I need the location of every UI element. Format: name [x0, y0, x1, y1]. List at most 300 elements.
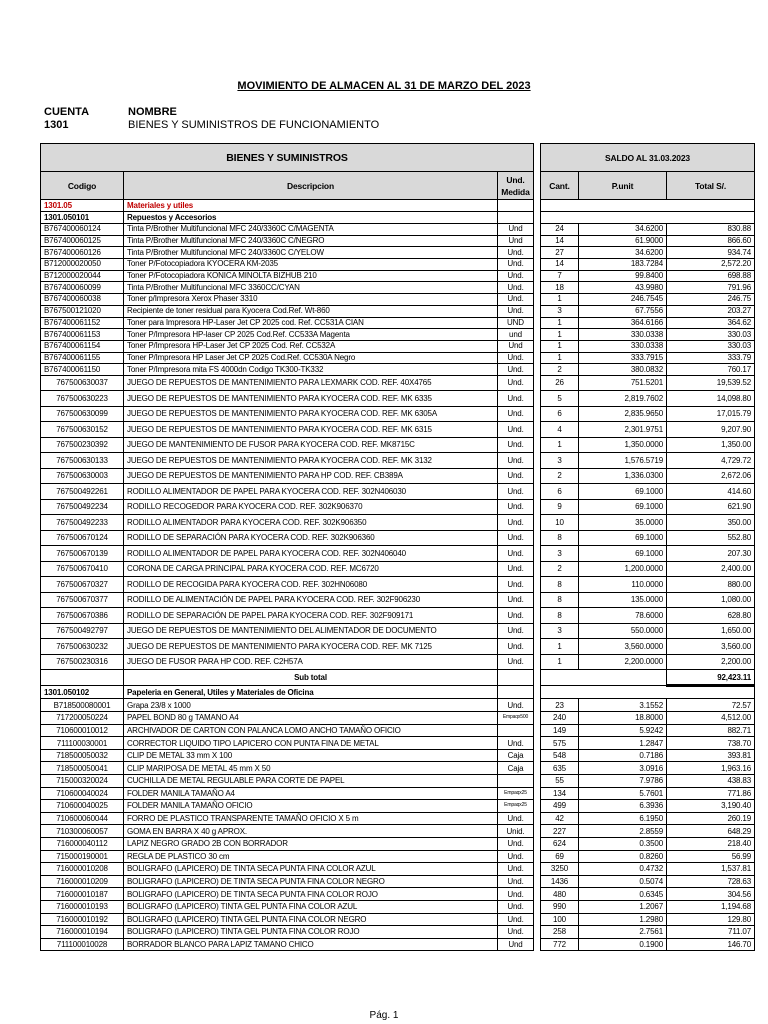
item-total: 1,650.00	[667, 623, 755, 639]
item-description: JUEGO DE MANTENIMIENTO DE FUSOR PARA KYOCERA COD. REF. MK8715C	[124, 437, 498, 453]
item-total: 866.60	[667, 235, 755, 247]
item-total: 628.80	[667, 608, 755, 624]
col-cant: Cant.	[541, 172, 579, 200]
item-unit-price: 2,835.9650	[579, 406, 667, 422]
item-quantity: 8	[541, 592, 579, 608]
item-total: 711.07	[667, 926, 755, 939]
item-quantity: 480	[541, 888, 579, 901]
item-total: 738.70	[667, 737, 755, 750]
item-description: BOLIGRAFO (LAPICERO) TINTA GEL PUNTA FINA COLOR NEGRO	[124, 913, 498, 926]
item-description: REGLA DE PLASTICO 30 cm	[124, 850, 498, 863]
item-code: 716000010194	[41, 926, 124, 939]
item-unit: Und.	[498, 282, 534, 294]
item-unit: Und.	[498, 737, 534, 750]
table-row	[41, 364, 755, 376]
item-unit: Und	[498, 224, 534, 236]
item-description: CORRECTOR LIQUIDO TIPO LAPICERO CON PUNTA FINA DE METAL	[124, 737, 498, 750]
item-unit: Und.	[498, 259, 534, 271]
item-code: 710600010012	[41, 724, 124, 737]
table-row	[41, 577, 755, 593]
item-total: 648.29	[667, 825, 755, 838]
item-unit-price: 2,301.9751	[579, 422, 667, 438]
item-quantity: 8	[541, 577, 579, 593]
table-row	[41, 775, 755, 788]
item-unit: Und.	[498, 468, 534, 484]
item-total: 364.62	[667, 317, 755, 329]
item-unit: Und.	[498, 863, 534, 876]
item-description: RODILLO DE SEPARACIÓN PARA KYOCERA COD. REF. 302K906360	[124, 530, 498, 546]
item-unit: Und.	[498, 623, 534, 639]
item-unit: Und.	[498, 499, 534, 515]
item-unit-price: 330.0338	[579, 340, 667, 352]
item-unit-price: 246.7545	[579, 294, 667, 306]
item-code: 716000040112	[41, 837, 124, 850]
item-quantity: 258	[541, 926, 579, 939]
item-quantity: 69	[541, 850, 579, 863]
item-total: 2,400.00	[667, 561, 755, 577]
item-quantity: 26	[541, 375, 579, 391]
item-unit: Und	[498, 340, 534, 352]
item-quantity: 23	[541, 699, 579, 712]
item-unit: Und.	[498, 888, 534, 901]
item-unit-price: 0.8260	[579, 850, 667, 863]
item-total: 414.60	[667, 484, 755, 500]
item-unit-price: 0.1900	[579, 938, 667, 951]
item-description: JUEGO DE REPUESTOS DE MANTENIMIENTO PARA KYOCERA COD. REF. MK 3132	[124, 453, 498, 469]
item-total: 393.81	[667, 749, 755, 762]
item-total: 1,350.00	[667, 437, 755, 453]
table-row	[41, 926, 755, 939]
item-code: 767500492234	[41, 499, 124, 515]
item-description: RODILLO ALIMENTADOR DE PAPEL PARA KYOCERA COD. REF. 302N406030	[124, 484, 498, 500]
item-total: 2,572.20	[667, 259, 755, 271]
item-quantity: 635	[541, 762, 579, 775]
item-unit-price: 6.3936	[579, 800, 667, 813]
item-quantity: 27	[541, 247, 579, 259]
item-code: B767400060125	[41, 235, 124, 247]
item-quantity: 499	[541, 800, 579, 813]
table-row	[41, 340, 755, 352]
item-unit: Caja	[498, 762, 534, 775]
item-total: 17,015.79	[667, 406, 755, 422]
item-code: 716000010193	[41, 900, 124, 913]
subtotal-row	[41, 670, 755, 686]
item-total: 621.90	[667, 499, 755, 515]
document-title: MOVIMIENTO DE ALMACEN AL 31 DE MARZO DEL 2023	[237, 80, 531, 92]
item-unit: Und.	[498, 530, 534, 546]
item-code: B767400060124	[41, 224, 124, 236]
table-row	[41, 329, 755, 341]
item-unit: Und	[498, 938, 534, 951]
section-name: Papeleria en General, Utiles y Materiales de Oficina	[124, 686, 498, 699]
item-unit: Und.	[498, 437, 534, 453]
item-unit: Und.	[498, 270, 534, 282]
table-row	[41, 515, 755, 531]
item-unit-price: 1,336.0300	[579, 468, 667, 484]
item-total: 72.57	[667, 699, 755, 712]
item-description: CLIP MARIPOSA DE METAL 45 mm X 50	[124, 762, 498, 775]
item-code: 767500630133	[41, 453, 124, 469]
section-row	[41, 212, 755, 224]
item-unit: Empaqx25	[498, 787, 534, 800]
item-description: CORONA DE CARGA PRINCIPAL PARA KYOCERA COD. REF. MC6720	[124, 561, 498, 577]
item-code: B767400061150	[41, 364, 124, 376]
item-unit: Und.	[498, 639, 534, 655]
item-total: 350.00	[667, 515, 755, 531]
item-description: RODILLO ALIMENTADOR DE PAPEL PARA KYOCERA COD. REF. 302N406040	[124, 546, 498, 562]
item-code: B767400061152	[41, 317, 124, 329]
inventory-table	[40, 143, 755, 951]
item-description: Recipiente de toner residual para Kyocera Cod.Ref. Wt-860	[124, 305, 498, 317]
item-total: 330.03	[667, 329, 755, 341]
item-code: B767400060038	[41, 294, 124, 306]
item-unit: Und.	[498, 305, 534, 317]
item-code: 710600040025	[41, 800, 124, 813]
item-description: FOLDER MANILA TAMAÑO A4	[124, 787, 498, 800]
item-code: 767500630152	[41, 422, 124, 438]
item-quantity: 3	[541, 623, 579, 639]
table-row	[41, 654, 755, 670]
item-unit-price: 2,200.0000	[579, 654, 667, 670]
table-row	[41, 406, 755, 422]
subtotal-value: 92,423.11	[667, 670, 755, 686]
item-code: 715000320024	[41, 775, 124, 788]
item-description: Toner p/Impresora Xerox Phaser 3310	[124, 294, 498, 306]
item-total: 934.74	[667, 247, 755, 259]
item-description: Toner P/Fotocopiadora KONICA MINOLTA BIZHUB 210	[124, 270, 498, 282]
item-total: 207.30	[667, 546, 755, 562]
item-unit-price: 78.6000	[579, 608, 667, 624]
item-code: 767500492233	[41, 515, 124, 531]
item-quantity: 990	[541, 900, 579, 913]
item-unit: Empaqx25	[498, 800, 534, 813]
page-number: Pág. 1	[369, 1010, 399, 1021]
cuenta-label: CUENTA	[44, 106, 90, 118]
item-total: 1,080.00	[667, 592, 755, 608]
item-quantity: 1	[541, 654, 579, 670]
item-unit: Und.	[498, 561, 534, 577]
item-description: Tinta P/Brother Multifuncional MFC 240/3360C C/NEGRO	[124, 235, 498, 247]
item-quantity: 1	[541, 340, 579, 352]
item-quantity: 6	[541, 406, 579, 422]
item-description: BOLIGRAFO (LAPICERO) TINTA GEL PUNTA FINA COLOR ROJO	[124, 926, 498, 939]
item-unit-price: 1,350.0000	[579, 437, 667, 453]
item-code: B767400061155	[41, 352, 124, 364]
item-quantity: 1436	[541, 875, 579, 888]
table-row	[41, 938, 755, 951]
item-unit: Und.	[498, 546, 534, 562]
item-description: JUEGO DE REPUESTOS DE MANTENIMIENTO PARA KYOCERA COD. REF. MK 6315	[124, 422, 498, 438]
item-unit	[498, 724, 534, 737]
item-quantity: 575	[541, 737, 579, 750]
item-total: 129.80	[667, 913, 755, 926]
item-total: 698.88	[667, 270, 755, 282]
item-unit-price: 1,576.5719	[579, 453, 667, 469]
item-code: 767500630003	[41, 468, 124, 484]
item-quantity: 1	[541, 437, 579, 453]
item-description: JUEGO DE REPUESTOS DE MANTENIMIENTO PARA KYOCERA COD. REF. MK 6305A	[124, 406, 498, 422]
item-code: B718500080001	[41, 699, 124, 712]
item-quantity: 3	[541, 453, 579, 469]
cuenta-value: 1301	[44, 119, 69, 131]
table-row	[41, 888, 755, 901]
table-row	[41, 224, 755, 236]
item-quantity: 548	[541, 749, 579, 762]
item-code: B767400061154	[41, 340, 124, 352]
item-unit: Unid.	[498, 825, 534, 838]
item-quantity: 772	[541, 938, 579, 951]
item-total: 771.86	[667, 787, 755, 800]
item-code: 767500630232	[41, 639, 124, 655]
item-code: 711100010028	[41, 938, 124, 951]
item-unit: Und.	[498, 364, 534, 376]
item-code: 767500670410	[41, 561, 124, 577]
item-unit-price: 69.1000	[579, 546, 667, 562]
item-total: 552.80	[667, 530, 755, 546]
item-description: Tinta P/Brother Multifuncional MFC 240/3360C C/MAGENTA	[124, 224, 498, 236]
table-row	[41, 737, 755, 750]
item-unit-price: 330.0338	[579, 329, 667, 341]
item-unit: Caja	[498, 749, 534, 762]
item-quantity: 240	[541, 712, 579, 725]
item-description: JUEGO DE REPUESTOS DE MANTENIMIENTO PARA HP COD. REF. CB389A	[124, 468, 498, 484]
item-total: 882.71	[667, 724, 755, 737]
item-description: Toner P/Impresora mita FS 4000dn Codigo TK300-TK332	[124, 364, 498, 376]
item-description: CUCHILLA DE METAL REGULABLE PARA CORTE DE PAPEL	[124, 775, 498, 788]
table-row	[41, 608, 755, 624]
item-total: 146.70	[667, 938, 755, 951]
item-description: Toner P/Impresora HP Laser Jet CP 2025 Cod.Ref. CC530A Negro	[124, 352, 498, 364]
col-codigo: Codigo	[41, 172, 124, 200]
item-unit: Und.	[498, 592, 534, 608]
col-total: Total S/.	[667, 172, 755, 200]
item-code: B767400060126	[41, 247, 124, 259]
item-quantity: 18	[541, 282, 579, 294]
item-unit-price: 2,819.7602	[579, 391, 667, 407]
item-unit-price: 1.2847	[579, 737, 667, 750]
table-row	[41, 352, 755, 364]
item-unit-price: 5.7601	[579, 787, 667, 800]
table-row	[41, 749, 755, 762]
item-quantity: 624	[541, 837, 579, 850]
item-unit-price: 183.7284	[579, 259, 667, 271]
item-quantity: 5	[541, 391, 579, 407]
item-unit-price: 1,200.0000	[579, 561, 667, 577]
item-total: 438.83	[667, 775, 755, 788]
item-unit-price: 61.9000	[579, 235, 667, 247]
item-quantity: 4	[541, 422, 579, 438]
table-row	[41, 247, 755, 259]
item-code: B712000020044	[41, 270, 124, 282]
item-code: 767500670386	[41, 608, 124, 624]
item-unit-price: 18.8000	[579, 712, 667, 725]
item-code: B767400061153	[41, 329, 124, 341]
item-code: 767500670327	[41, 577, 124, 593]
section-row	[41, 686, 755, 699]
table-row	[41, 639, 755, 655]
item-unit-price: 0.6345	[579, 888, 667, 901]
item-unit-price: 550.0000	[579, 623, 667, 639]
item-description: ARCHIVADOR DE CARTON CON PALANCA LOMO ANCHO TAMAÑO OFICIO	[124, 724, 498, 737]
item-code: 717200050224	[41, 712, 124, 725]
item-code: 767500230392	[41, 437, 124, 453]
category-code: 1301.05	[41, 200, 124, 212]
item-code: B712000020050	[41, 259, 124, 271]
item-total: 56.99	[667, 850, 755, 863]
item-unit-price: 34.6200	[579, 247, 667, 259]
item-unit: Und.	[498, 837, 534, 850]
item-total: 304.56	[667, 888, 755, 901]
item-unit-price: 35.0000	[579, 515, 667, 531]
item-description: JUEGO DE FUSOR PARA HP COD. REF. C2H57A	[124, 654, 498, 670]
item-description: Tinta P/Brother Multifuncional MFC 240/3360C C/YELOW	[124, 247, 498, 259]
item-unit-price: 7.9786	[579, 775, 667, 788]
item-unit: Und.	[498, 875, 534, 888]
table-row	[41, 762, 755, 775]
item-quantity: 1	[541, 352, 579, 364]
item-unit-price: 135.0000	[579, 592, 667, 608]
item-unit	[498, 775, 534, 788]
table-row	[41, 699, 755, 712]
item-code: 767500670124	[41, 530, 124, 546]
item-unit-price: 2.7561	[579, 926, 667, 939]
saldo-header: SALDO AL 31.03.2023	[541, 144, 755, 172]
item-unit-price: 3,560.0000	[579, 639, 667, 655]
item-total: 3,560.00	[667, 639, 755, 655]
item-code: B767400060099	[41, 282, 124, 294]
table-row	[41, 724, 755, 737]
item-total: 3,190.40	[667, 800, 755, 813]
item-quantity: 3	[541, 546, 579, 562]
item-unit-price: 99.8400	[579, 270, 667, 282]
col-punit: P.unit	[579, 172, 667, 200]
table-row	[41, 391, 755, 407]
item-description: PAPEL BOND 80 g TAMANO A4	[124, 712, 498, 725]
table-row	[41, 561, 755, 577]
item-description: BOLIGRAFO (LAPICERO) DE TINTA SECA PUNTA FINA COLOR AZUL	[124, 863, 498, 876]
item-total: 2,672.06	[667, 468, 755, 484]
item-unit: Und.	[498, 850, 534, 863]
item-total: 14,098.80	[667, 391, 755, 407]
item-unit: und	[498, 329, 534, 341]
table-row	[41, 592, 755, 608]
item-quantity: 9	[541, 499, 579, 515]
item-total: 9,207.90	[667, 422, 755, 438]
item-unit-price: 34.6200	[579, 224, 667, 236]
item-unit-price: 69.1000	[579, 499, 667, 515]
item-unit: Empaqx500	[498, 712, 534, 725]
item-code: 767500670377	[41, 592, 124, 608]
item-description: RODILLO DE SEPARACIÓN DE PAPEL PARA KYOCERA COD. REF. 302F909171	[124, 608, 498, 624]
item-quantity: 1	[541, 317, 579, 329]
item-quantity: 149	[541, 724, 579, 737]
section-code: 1301.050101	[41, 212, 124, 224]
item-unit: Und.	[498, 422, 534, 438]
table-row	[41, 900, 755, 913]
item-quantity: 42	[541, 812, 579, 825]
item-total: 260.19	[667, 812, 755, 825]
item-code: 715000190001	[41, 850, 124, 863]
item-quantity: 3250	[541, 863, 579, 876]
item-quantity: 6	[541, 484, 579, 500]
item-unit: Und.	[498, 812, 534, 825]
item-unit-price: 43.9980	[579, 282, 667, 294]
item-description: BOLIGRAFO (LAPICERO) DE TINTA SECA PUNTA FINA COLOR NEGRO	[124, 875, 498, 888]
item-unit: Und.	[498, 926, 534, 939]
item-total: 4,729.72	[667, 453, 755, 469]
item-code: 767500230316	[41, 654, 124, 670]
item-description: Grapa 23/8 x 1000	[124, 699, 498, 712]
table-row	[41, 800, 755, 813]
item-quantity: 134	[541, 787, 579, 800]
item-code: 710600040024	[41, 787, 124, 800]
item-description: RODILLO RECOGEDOR PARA KYOCERA COD. REF. 302K906370	[124, 499, 498, 515]
item-quantity: 55	[541, 775, 579, 788]
item-unit: Und.	[498, 699, 534, 712]
item-unit: Und.	[498, 913, 534, 926]
item-code: 718500050032	[41, 749, 124, 762]
item-quantity: 8	[541, 530, 579, 546]
item-quantity: 227	[541, 825, 579, 838]
item-quantity: 100	[541, 913, 579, 926]
item-unit: Und.	[498, 608, 534, 624]
item-code: 710600060044	[41, 812, 124, 825]
item-unit-price: 380.0832	[579, 364, 667, 376]
item-description: Tinta P/Brother Multifuncional MFC 3360CC/CYAN	[124, 282, 498, 294]
table-row	[41, 499, 755, 515]
table-row	[41, 294, 755, 306]
group-header: BIENES Y SUMINISTROS	[41, 144, 534, 172]
table-row	[41, 484, 755, 500]
table-row	[41, 787, 755, 800]
subtotal-label: Sub total	[124, 670, 498, 686]
item-total: 19,539.52	[667, 375, 755, 391]
item-unit-price: 6.1950	[579, 812, 667, 825]
item-code: 716000010192	[41, 913, 124, 926]
item-unit-price: 67.7556	[579, 305, 667, 317]
table-row	[41, 235, 755, 247]
item-unit: Und.	[498, 294, 534, 306]
item-quantity: 2	[541, 468, 579, 484]
item-unit: Und	[498, 235, 534, 247]
item-total: 830.88	[667, 224, 755, 236]
item-unit: Und.	[498, 654, 534, 670]
item-code: 767500630223	[41, 391, 124, 407]
table-row	[41, 530, 755, 546]
item-unit: Und.	[498, 453, 534, 469]
item-total: 4,512.00	[667, 712, 755, 725]
table-row	[41, 812, 755, 825]
item-total: 1,537.81	[667, 863, 755, 876]
item-quantity: 1	[541, 639, 579, 655]
item-unit: Und.	[498, 375, 534, 391]
item-quantity: 8	[541, 608, 579, 624]
item-unit-price: 0.7186	[579, 749, 667, 762]
section-code: 1301.050102	[41, 686, 124, 699]
item-code: 710300060057	[41, 825, 124, 838]
item-quantity: 10	[541, 515, 579, 531]
item-unit: Und.	[498, 900, 534, 913]
item-quantity: 14	[541, 259, 579, 271]
item-unit-price: 1.2980	[579, 913, 667, 926]
item-unit-price: 333.7915	[579, 352, 667, 364]
item-unit-price: 0.5074	[579, 875, 667, 888]
item-unit-price: 2.8559	[579, 825, 667, 838]
item-description: Toner P/Impresora HP-Laser Jet CP 2025 Cod. Ref. CC532A	[124, 340, 498, 352]
table-row	[41, 837, 755, 850]
item-description: GOMA EN BARRA X 40 g APROX.	[124, 825, 498, 838]
item-description: JUEGO DE REPUESTOS DE MANTENIMIENTO DEL ALIMENTADOR DE DOCUMENTO	[124, 623, 498, 639]
